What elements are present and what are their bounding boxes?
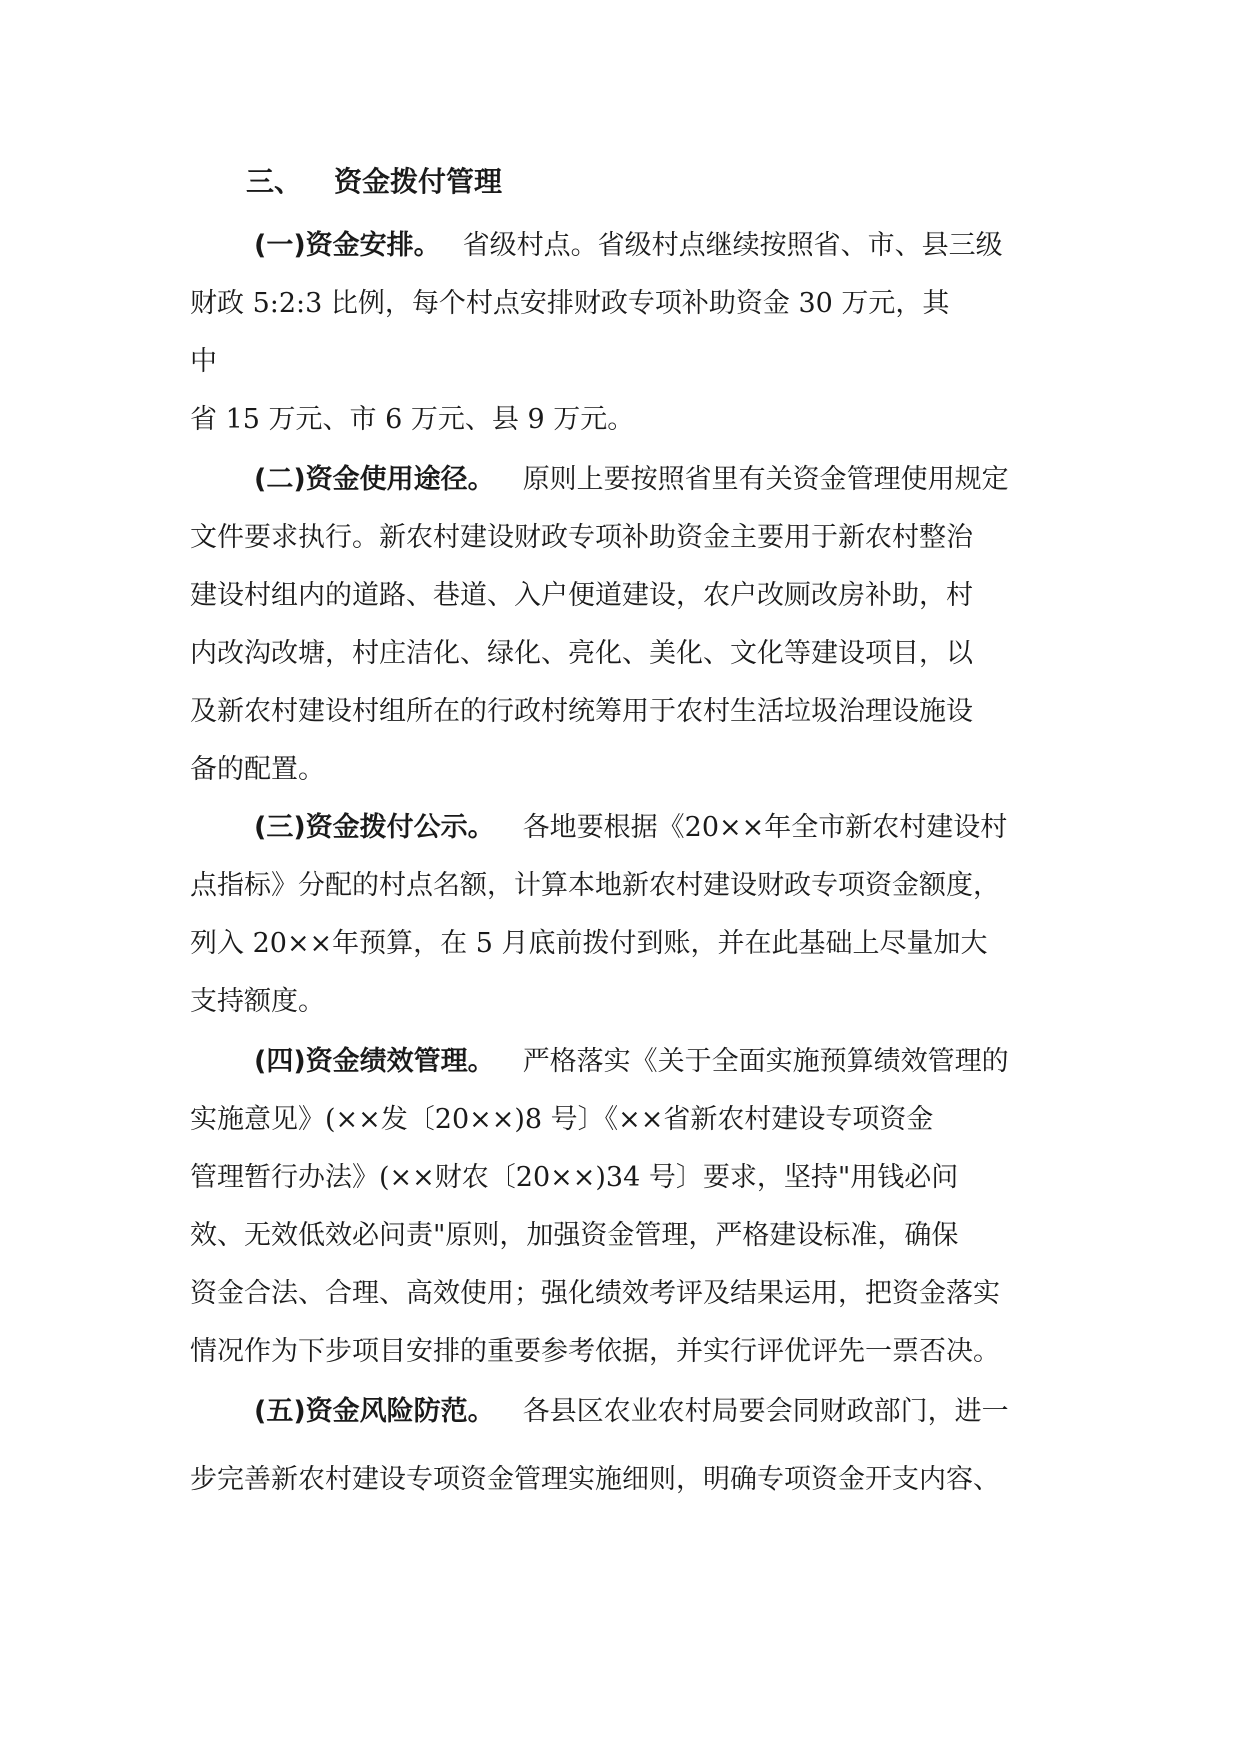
section-heading [246,162,502,202]
paragraph-4-line-1: (四)资金绩效管理。 严格落实《关于全面实施预算绩效管理的 [254,1046,1009,1077]
paragraph-4-line-5: 资金合法、合理、高效使用；强化绩效考评及结果运用，把资金落实 [190,1278,1000,1309]
paragraph-2-line-2: 文件要求执行。新农村建设财政专项补助资金主要用于新农村整治 [190,522,973,553]
paragraph-1-line-1: (一)资金安排。 省级村点。省级村点继续按照省、市、县三级 [254,230,1003,261]
paragraph-1-title: (一)资金安排。 [254,230,441,261]
paragraph-3-line-2: 点指标》分配的村点名额，计算本地新农村建设财政专项资金额度， [190,870,1000,901]
paragraph-1-line-4: 省 15 万元、市 6 万元、县 9 万元。 [190,404,635,435]
paragraph-4-line-2: 实施意见》(××发〔20××)8 号〕《××省新农村建设专项资金 [190,1104,934,1135]
paragraph-1-line-3: 中 [190,346,217,377]
paragraph-3-line-4: 支持额度。 [190,986,325,1017]
paragraph-4-line-6: 情况作为下步项目安排的重要参考依据，并实行评优评先一票否决。 [190,1336,1000,1367]
paragraph-3-line-1: (三)资金拨付公示。 各地要根据《20××年全市新农村建设村 [254,812,1008,843]
paragraph-2-line-5: 及新农村建设村组所在的行政村统筹用于农村生活垃圾治理设施设 [190,696,973,727]
heading-title: 资金拨付管理 [334,165,503,198]
paragraph-1-line-2: 财政 5:2:3 比例，每个村点安排财政专项补助资金 30 万元，其 [190,288,950,319]
heading-number: 三、 [246,165,303,198]
paragraph-5-line-2: 步完善新农村建设专项资金管理实施细则，明确专项资金开支内容、 [190,1464,1000,1495]
paragraph-3-line-3: 列入 20××年预算，在 5 月底前拨付到账，并在此基础上尽量加大 [190,928,988,959]
paragraph-2-line-1: (二)资金使用途径。 原则上要按照省里有关资金管理使用规定 [254,464,1009,495]
paragraph-3-title: (三)资金拨付公示。 [254,812,495,843]
paragraph-4-title: (四)资金绩效管理。 [254,1046,495,1077]
paragraph-5-line-1: (五)资金风险防范。 各县区农业农村局要会同财政部门，进一 [254,1396,1009,1427]
paragraph-4-line-3: 管理暂行办法》(××财农〔20××)34 号〕要求，坚持"用钱必问 [190,1162,959,1193]
paragraph-2-line-3: 建设村组内的道路、巷道、入户便道建设，农户改厕改房补助，村 [190,580,973,611]
paragraph-5-title: (五)资金风险防范。 [254,1396,495,1427]
paragraph-2-title: (二)资金使用途径。 [254,464,495,495]
paragraph-2-line-4: 内改沟改塘，村庄洁化、绿化、亮化、美化、文化等建设项目，以 [190,638,973,669]
paragraph-2-line-6: 备的配置。 [190,754,325,785]
paragraph-4-line-4: 效、无效低效必问责"原则，加强资金管理，严格建设标准，确保 [190,1220,959,1251]
